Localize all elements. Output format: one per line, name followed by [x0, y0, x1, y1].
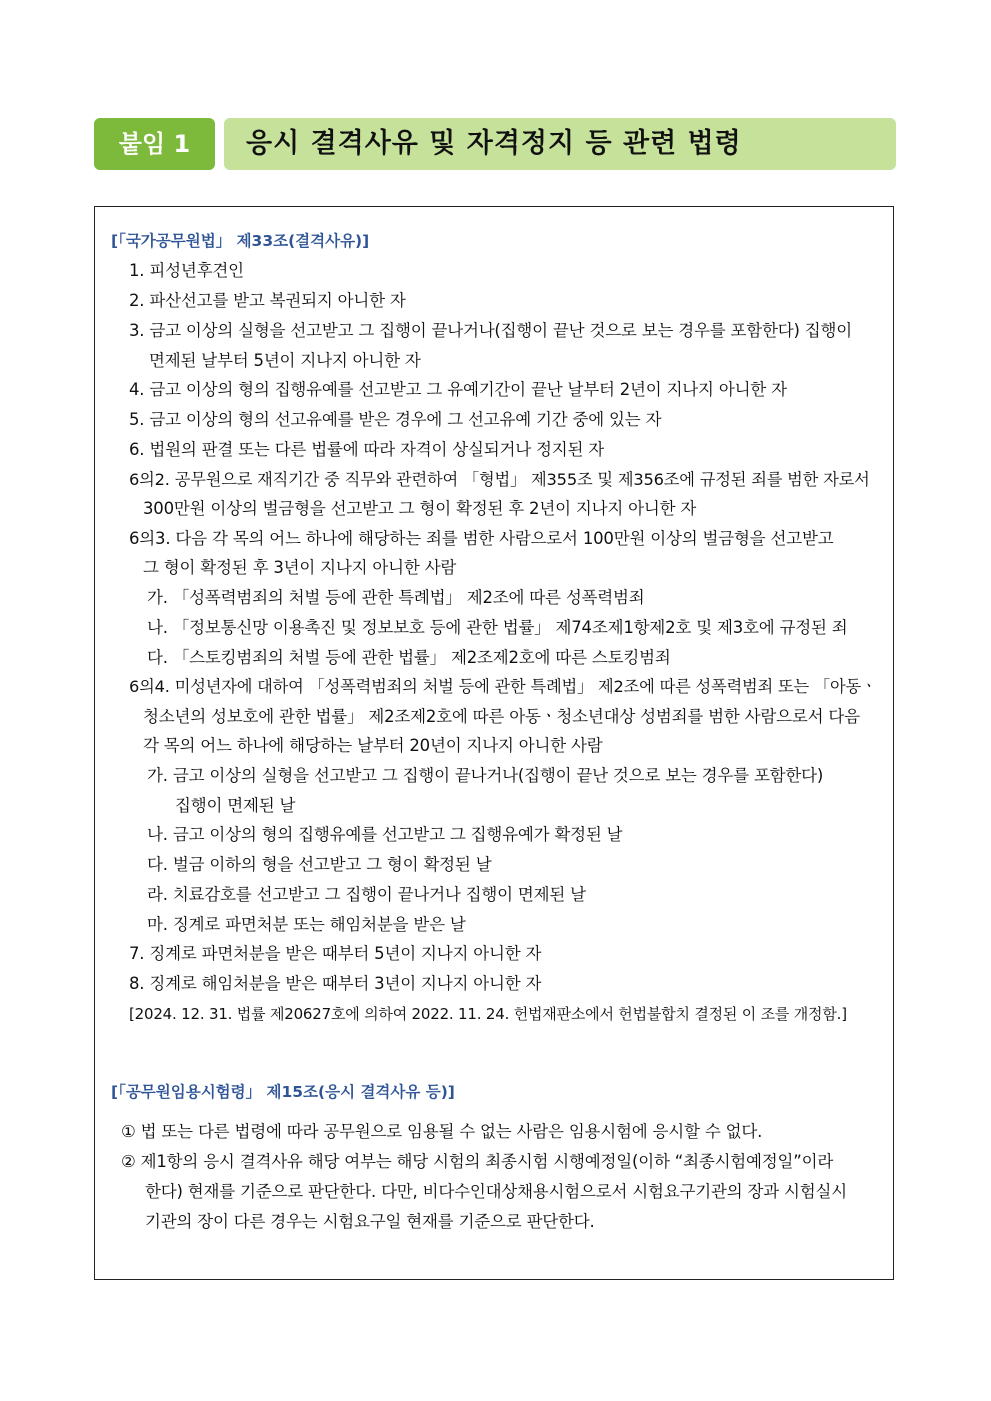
attachment-tag: 붙임 1 [94, 118, 215, 170]
law-item: 1. 피성년후견인 [129, 261, 244, 280]
law-item-continuation: 면제된 날부터 5년이 지나지 아니한 자 [149, 351, 421, 370]
law-subitem: 나. 「정보통신망 이용촉진 및 정보보호 등에 관한 법률」 제74조제1항제2호 및 제3호에 규정된 죄 [147, 618, 848, 637]
law-item: 2. 파산선고를 받고 복권되지 아니한 자 [129, 291, 406, 310]
law-item: 6의3. 다음 각 목의 어느 하나에 해당하는 죄를 범한 사람으로서 100만원 이상의 벌금형을 선고받고 [129, 529, 834, 548]
decree-clause-continuation: 한다) 현재를 기준으로 판단한다. 다만, 비다수인대상채용시험으로서 시험요구기관의 장과 시험실시 [145, 1182, 847, 1201]
law-item: 3. 금고 이상의 실형을 선고받고 그 집행이 끝나거나(집행이 끝난 것으로 보는 경우를 포함한다) 집행이 [129, 321, 852, 340]
law-item: 7. 징계로 파면처분을 받은 때부터 5년이 지나지 아니한 자 [129, 944, 542, 963]
law-item: 5. 금고 이상의 형의 선고유예를 받은 경우에 그 선고유예 기간 중에 있는 자 [129, 410, 662, 429]
decree-clause: ② 제1항의 응시 결격사유 해당 여부는 해당 시험의 최종시험 시행예정일(이하 “최종시험예정일”이라 [121, 1152, 834, 1171]
section-title-national-public-officials-act: [「국가공무원법」 제33조(결격사유)] [111, 232, 370, 250]
section-title-civil-service-exam-decree: [「공무원임용시험령」 제15조(응시 결격사유 등)] [111, 1083, 455, 1101]
law-item: 6의2. 공무원으로 재직기간 중 직무와 관련하여 「형법」 제355조 및 제356조에 규정된 죄를 범한 자로서 [129, 470, 870, 489]
law-subitem: 라. 치료감호를 선고받고 그 집행이 끝나거나 집행이 면제된 날 [147, 885, 586, 904]
page-title: 응시 결격사유 및 자격정지 등 관련 법령 [246, 128, 742, 159]
law-subitem: 가. 「성폭력범죄의 처벌 등에 관한 특례법」 제2조에 따른 성폭력범죄 [147, 588, 645, 607]
law-item: 4. 금고 이상의 형의 집행유예를 선고받고 그 유예기간이 끝난 날부터 2년이 지나지 아니한 자 [129, 380, 787, 399]
law-item-continuation: 그 형이 확정된 후 3년이 지나지 아니한 사람 [143, 558, 457, 577]
law-item: 6의4. 미성년자에 대하여 「성폭력범죄의 처벌 등에 관한 특례법」 제2조에 따른 성폭력범죄 또는 「아동ㆍ [129, 677, 877, 696]
law-item-continuation: 청소년의 성보호에 관한 법률」 제2조제2호에 따른 아동ㆍ청소년대상 성범죄를 범한 사람으로서 다음 [143, 707, 860, 726]
law-subitem: 나. 금고 이상의 형의 집행유예를 선고받고 그 집행유예가 확정된 날 [147, 825, 623, 844]
decree-clause-continuation: 기관의 장이 다른 경우는 시험요구일 현재를 기준으로 판단한다. [145, 1212, 595, 1231]
law-subitem: 마. 징계로 파면처분 또는 해임처분을 받은 날 [147, 915, 466, 934]
law-item-continuation: 각 목의 어느 하나에 해당하는 날부터 20년이 지나지 아니한 사람 [143, 736, 603, 755]
law-item: 8. 징계로 해임처분을 받은 때부터 3년이 지나지 아니한 자 [129, 974, 542, 993]
law-item-continuation: 300만원 이상의 벌금형을 선고받고 그 형이 확정된 후 2년이 지나지 아니한 자 [143, 499, 697, 518]
law-subitem: 가. 금고 이상의 실형을 선고받고 그 집행이 끝나거나(집행이 끝난 것으로 보는 경우를 포함한다) [147, 766, 824, 785]
law-subitem: 다. 벌금 이하의 형을 선고받고 그 형이 확정된 날 [147, 855, 492, 874]
law-subitem: 다. 「스토킹범죄의 처벌 등에 관한 법률」 제2조제2호에 따른 스토킹범죄 [147, 648, 671, 667]
document-header [94, 118, 896, 170]
law-subitem-continuation: 집행이 면제된 날 [175, 796, 296, 815]
amendment-note: [2024. 12. 31. 법률 제20627호에 의하여 2022. 11. 24. 헌법재판소에서 헌법불합치 결정된 이 조를 개정함.] [129, 1005, 847, 1023]
title-bar [224, 118, 896, 170]
decree-clause: ① 법 또는 다른 법령에 따라 공무원으로 임용될 수 없는 사람은 임용시험에 응시할 수 없다. [121, 1122, 763, 1141]
law-content-box [94, 206, 894, 1280]
law-item: 6. 법원의 판결 또는 다른 법률에 따라 자격이 상실되거나 정지된 자 [129, 440, 605, 459]
